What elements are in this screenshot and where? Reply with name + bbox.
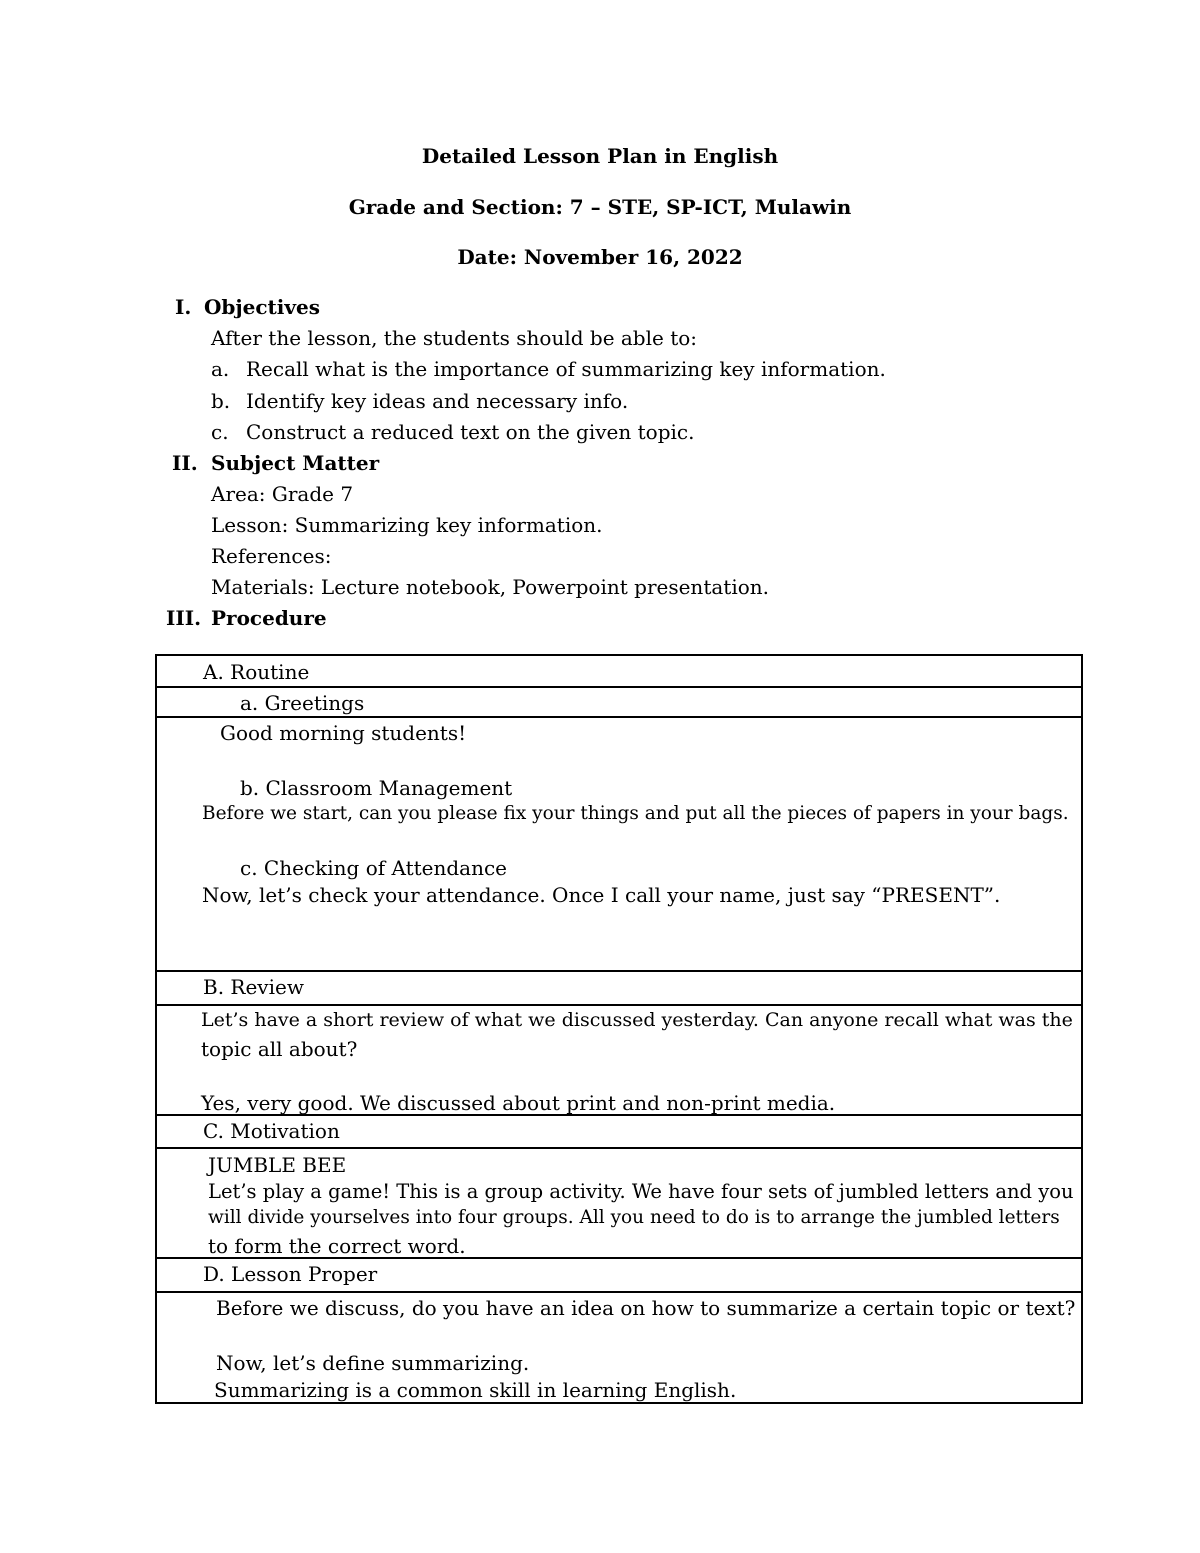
objective-item: Construct a reduced text on the given topic. xyxy=(246,420,695,444)
review-line: Yes, very good. We discussed about print and non-print media. xyxy=(201,1091,836,1115)
section-title-objectives: Objectives xyxy=(204,295,320,319)
objective-letter: c. xyxy=(211,420,229,444)
motivation-header: C. Motivation xyxy=(203,1119,340,1143)
section-number-objectives: I. xyxy=(175,295,192,319)
procedure-table xyxy=(155,654,1083,1404)
review-line: Let’s have a short review of what we discussed yesterday. Can anyone recall what was the xyxy=(201,1009,1073,1031)
objective-letter: b. xyxy=(211,389,231,413)
section-title-procedure: Procedure xyxy=(211,606,327,630)
row-divider xyxy=(157,1147,1081,1149)
attendance-header: c. Checking of Attendance xyxy=(240,856,508,880)
lesson-proper-line: Now, let’s define summarizing. xyxy=(216,1351,530,1375)
subject-area: Area: Grade 7 xyxy=(211,482,354,506)
routine-header: A. Routine xyxy=(203,660,310,684)
classroom-management-header: b. Classroom Management xyxy=(240,776,513,800)
attendance-text: Now, let’s check your attendance. Once I call your name, just say “PRESENT”. xyxy=(202,883,1001,907)
lesson-proper-header: D. Lesson Proper xyxy=(203,1262,378,1286)
section-number-procedure: III. xyxy=(166,606,202,630)
objective-item: Recall what is the importance of summarizing key information. xyxy=(246,357,886,381)
section-title-subject-matter: Subject Matter xyxy=(211,451,380,475)
row-divider xyxy=(157,1004,1081,1006)
row-divider xyxy=(157,686,1081,688)
lesson-date: Date: November 16, 2022 xyxy=(457,245,743,269)
classroom-management-text: Before we start, can you please fix your things and put all the pieces of papers in your bags. xyxy=(202,803,1069,824)
section-number-subject-matter: II. xyxy=(172,451,198,475)
lesson-proper-line: Before we discuss, do you have an idea on how to summarize a certain topic or text? xyxy=(216,1296,1076,1320)
motivation-line: Let’s play a game! This is a group activity. We have four sets of jumbled letters and you xyxy=(208,1180,1074,1203)
row-divider xyxy=(157,1291,1081,1293)
grade-section: Grade and Section: 7 – STE, SP-ICT, Mulawin xyxy=(348,195,852,219)
lesson-proper-line: Summarizing is a common skill in learning English. xyxy=(214,1378,737,1402)
subject-references: References: xyxy=(211,544,332,568)
motivation-line: to form the correct word. xyxy=(208,1234,466,1258)
review-header: B. Review xyxy=(203,975,304,999)
row-divider xyxy=(157,970,1081,972)
review-line: topic all about? xyxy=(201,1037,358,1061)
row-divider xyxy=(157,716,1081,718)
objective-letter: a. xyxy=(211,357,230,381)
motivation-title: JUMBLE BEE xyxy=(208,1153,347,1177)
subject-lesson: Lesson: Summarizing key information. xyxy=(211,513,603,537)
subject-materials: Materials: Lecture notebook, Powerpoint presentation. xyxy=(211,575,769,599)
document-title: Detailed Lesson Plan in English xyxy=(421,144,779,168)
objectives-intro: After the lesson, the students should be able to: xyxy=(211,326,698,350)
greetings-header: a. Greetings xyxy=(240,691,365,715)
motivation-line: will divide yourselves into four groups. All you need to do is to arrange the jumbled letters xyxy=(208,1207,1060,1228)
greeting-text: Good morning students! xyxy=(220,721,467,745)
objective-item: Identify key ideas and necessary info. xyxy=(246,389,629,413)
